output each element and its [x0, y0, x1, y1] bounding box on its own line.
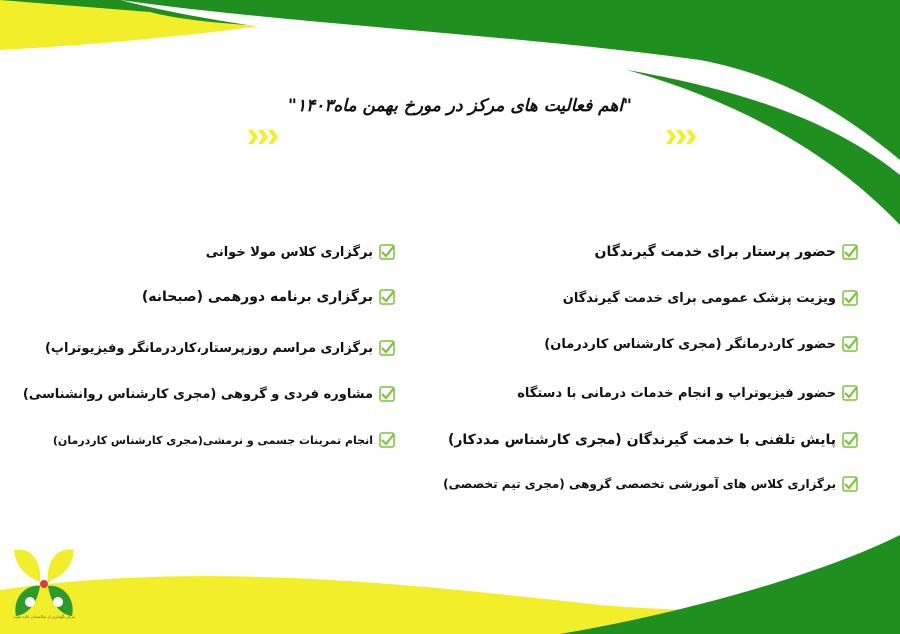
activity-item	[45, 340, 395, 356]
activity-text: برگزاری مراسم روزپرستار،کاردرمانگر وفیزیوتراپ)	[44, 340, 373, 356]
check-icon	[842, 290, 858, 306]
chevron-arrows-icon	[246, 126, 286, 148]
check-icon	[379, 289, 395, 305]
page-title: "اهم فعالیت های مرکز در مورخ بهمن ماه۱۴۰۳"	[288, 96, 632, 116]
check-icon	[842, 476, 858, 492]
activity-text: پایش تلفنی با خدمت گیرندگان (مجری کارشناس مددکار)	[447, 432, 836, 448]
activity-text: برگزاری کلاس مولا خوانی	[205, 244, 373, 260]
activity-item	[53, 432, 395, 448]
activity-item	[206, 244, 395, 260]
activity-text: ویزیت پزشک عمومی برای خدمت گیرندگان	[562, 290, 836, 306]
check-icon	[842, 244, 858, 260]
activity-text: حضور فیزیوتراپ و انجام خدمات درمانی با دستگاه	[517, 385, 836, 401]
activity-item	[517, 385, 858, 401]
logo-caption: مرکز نگهداری از سالمندان خانه خوب	[12, 614, 75, 619]
activity-item	[544, 336, 858, 352]
activity-item	[563, 290, 858, 306]
check-icon	[842, 385, 858, 401]
activity-text: برگزاری برنامه دورهمی (صبحانه)	[141, 289, 373, 305]
check-icon	[842, 432, 858, 448]
check-icon	[379, 244, 395, 260]
activity-text: حضور کاردرمانگر (مجری کارشناس کاردرمان)	[544, 336, 836, 352]
activity-item	[23, 386, 395, 402]
check-icon	[379, 386, 395, 402]
activity-text: برگزاری کلاس های آموزشی تخصصی گروهی (مجری تیم تخصصی)	[443, 477, 836, 491]
check-icon	[379, 432, 395, 448]
center-logo-icon	[6, 544, 82, 624]
activity-text: انجام تمرینات جسمی و نرمشی(مجری کارشناس کاردرمان)	[52, 433, 373, 447]
activity-item	[595, 244, 859, 260]
activity-item	[448, 432, 858, 448]
check-icon	[842, 336, 858, 352]
chevron-arrows-icon	[664, 126, 704, 148]
check-icon	[379, 340, 395, 356]
activity-item	[142, 289, 395, 305]
activity-item	[443, 476, 858, 492]
activity-text: حضور پرستار برای خدمت گیرندگان	[594, 244, 836, 260]
activity-text: مشاوره فردی و گروهی (مجری کارشناس روانشناسی)	[22, 386, 373, 402]
